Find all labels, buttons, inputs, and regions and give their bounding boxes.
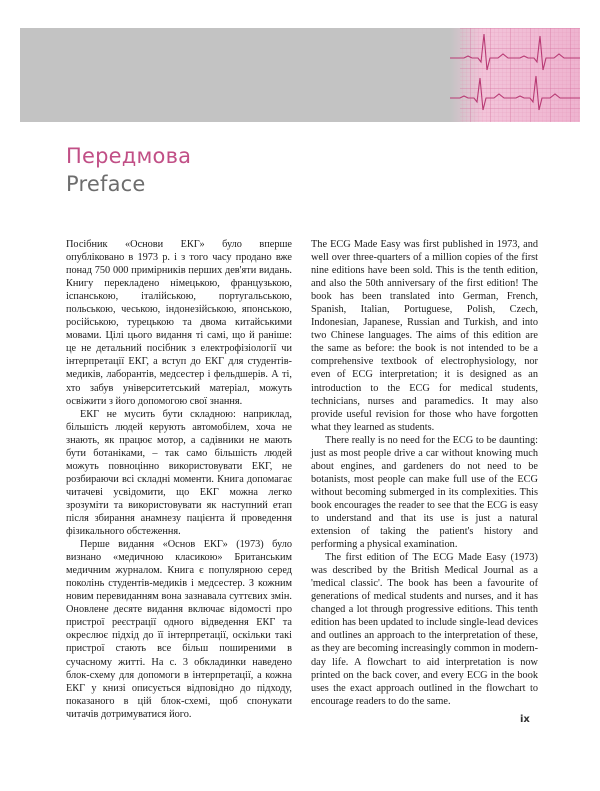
- ecg-trace-icon: [450, 28, 580, 122]
- paragraph: Посібник «Основи ЕКГ» було вперше опубліковано в 1973 р. і з того часу продано вже понад 750 000 примірників перших дев'яти видань. Книгу перекладено німецькою, французькою, іспанською, італійською, португальською, польською, чеською, індонезійською, японською, російською, турецькою та двома китайськими мовами. Цілі цього видання ті самі, що й раніше: це не детальний посібник з електрофізіології чи інтерпретації ЕКГ, а вступ до ЕКГ для студентів-медиків, лаборантів, медсестер і фельдшерів. А ті, хто забув університетський матеріал, можуть освіжити з його допомогою свої знання.: [66, 239, 292, 407]
- right-column-text: [311, 238, 538, 708]
- left-column-text: [66, 238, 292, 721]
- paragraph: There really is no need for the ECG to be daunting: just as most people drive a car without knowing much about engines, and gardeners do not need to be botanists, most people can make full use of the ECG without becoming submerged in its complexities. This book encourages the reader to see that the ECG is easy to understand and that its use is just a natural extension of taking the patient's history and performing a physical examination.: [311, 434, 538, 551]
- paragraph: Перше видання «Основ ЕКГ» (1973) було визнано «медичною класикою» Британським медичним журналом. Книга є популярною серед поколінь студентів-медиків і медсестер. З кожним новим перевиданням вона зазнавала суттєвих змін. Оновлене десяте видання включає відомості про пристрої реєстрації одного відведення ЕКГ та окреслює підхід до її інтерпретації, оскільки такі пристрої стають все більш поширеними в сучасному житті. На с. 3 обкладинки наведено блок-схему для допомоги в інтерпретації, а кожна ЕКГ у книзі описується відповідно до підходу, показаного в цій блок-схемі, щоб спонукати читачів дотримуватися його.: [66, 539, 292, 720]
- header-band: [20, 28, 580, 122]
- title-ukrainian: Передмова: [66, 144, 192, 168]
- title-english: Preface: [66, 172, 146, 196]
- paragraph: The first edition of The ECG Made Easy (1973) was described by the British Medical Journal as a 'medical classic'. The book has been a favourite of generations of medical students and nurses, and it has changed a lot through progressive editions. This tenth edition has been updated to include single-lead devices and outlines an approach to the interpretation of these, as they are becoming increasingly common in modern-day life. A flowchart to aid interpretation is now printed on the back cover, and every ECG in the book uses the exact approach outlined in the flowchart to encourage readers to do the same.: [311, 552, 538, 707]
- page-number: ix: [520, 714, 530, 725]
- paragraph: ЕКГ не мусить бути складною: наприклад, більшість людей керують автомобілем, хоча не знають, як працює мотор, а садівники не мають бути ботаніками, – так само більшість людей можуть повноцінно використовувати ЕКГ, не розбираючи всі складні моменти. Книга допомагає читачеві усвідомити, що ЕКГ можна легко зрозуміти та використовувати як наступний етап після збирання анамнезу пацієнта й проведення фізикального обстеження.: [66, 408, 292, 538]
- paragraph: The ECG Made Easy was first published in 1973, and well over three-quarters of a million copies of the first nine editions have been sold. This is the tenth edition, and also the 50th anniversary of the first edition! The book has been translated into German, French, Spanish, Italian, Portuguese, Polish, Czech, Indonesian, Japanese, Russian and Turkish, and into two Chinese languages. The aims of this edition are the same as before: the book is not intended to be a comprehensive textbook of electrophysiology, nor even of ECG interpretation; it is designed as an introduction to the ECG for medical students, technicians, nurses and paramedics. It may also provide useful revision for those who have forgotten what they learned as students.: [311, 239, 538, 433]
